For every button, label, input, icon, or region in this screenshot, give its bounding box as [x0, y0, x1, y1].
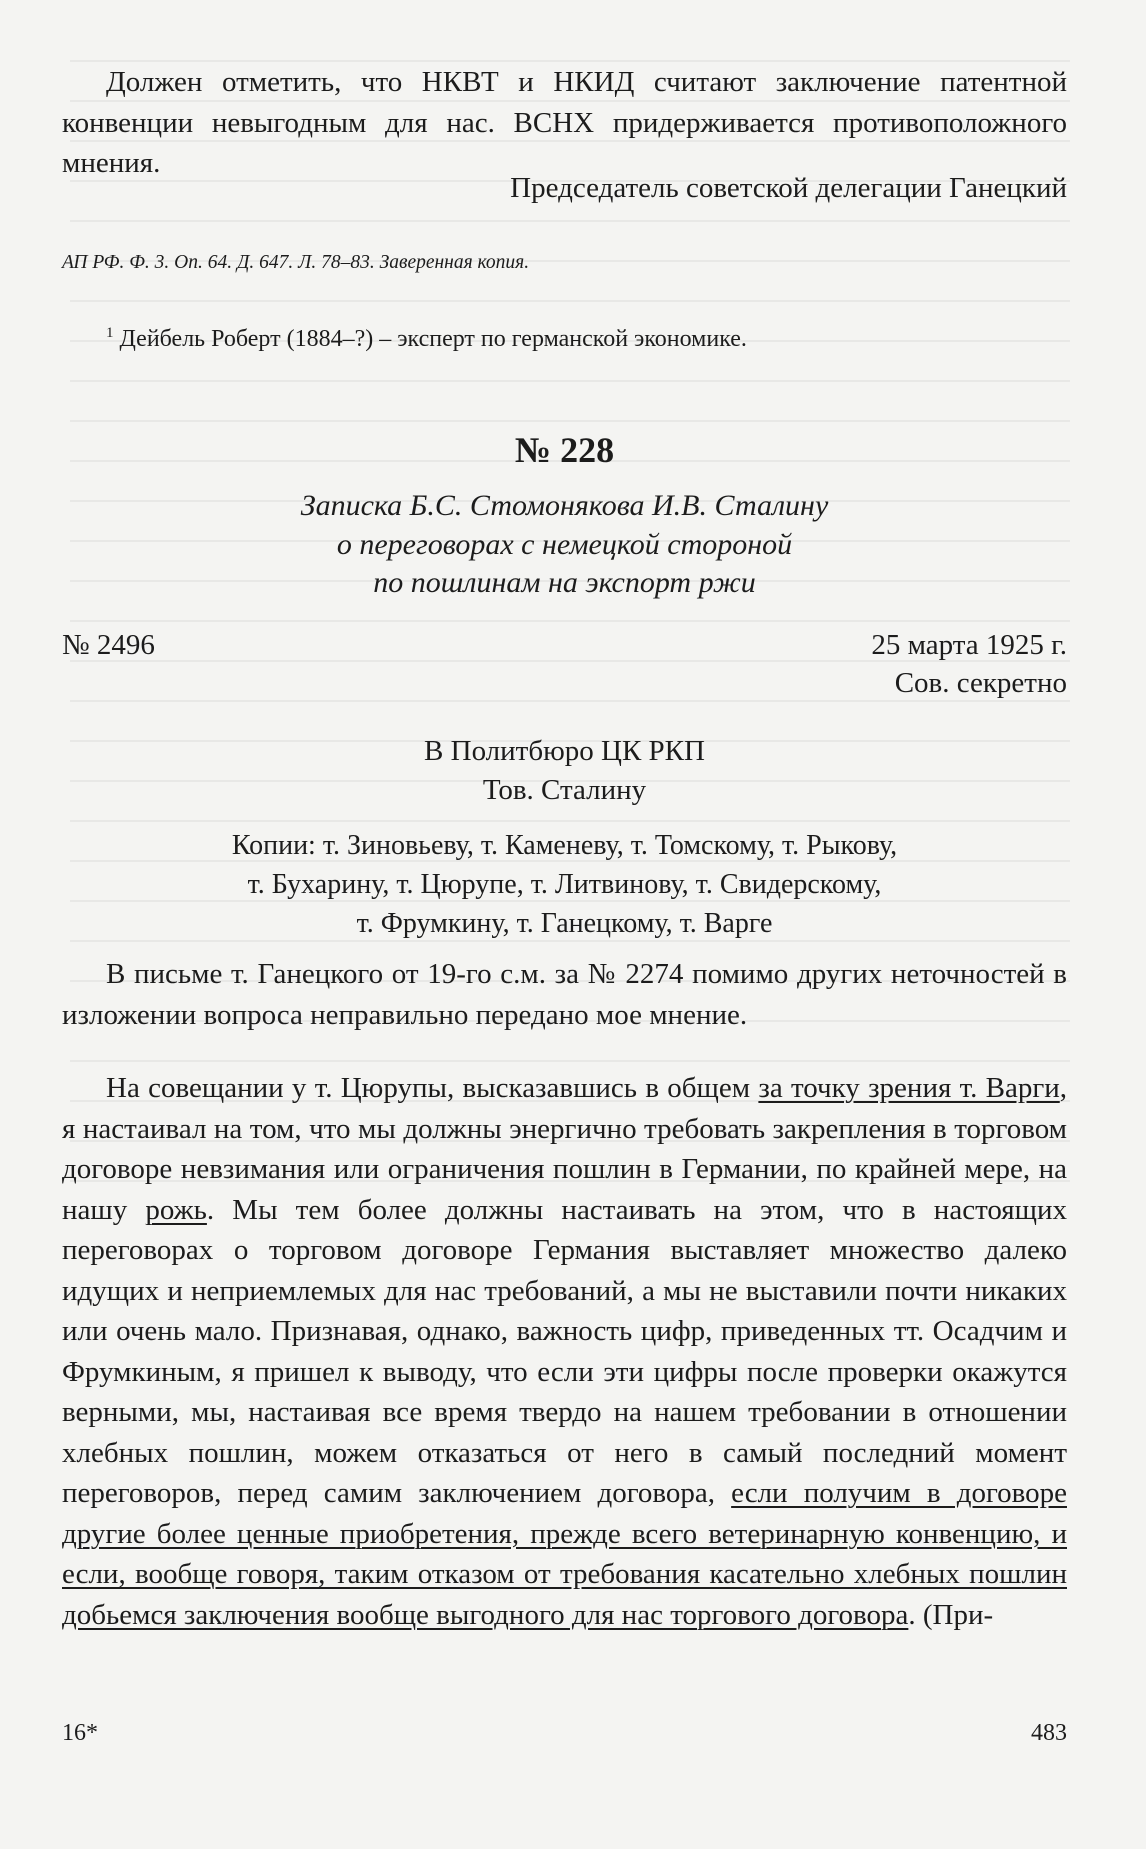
addressee-line-2: Тов. Сталину: [482, 774, 647, 806]
copies-list: [62, 826, 1067, 943]
footnote-text: Дейбель Роберт (1884–?) – эксперт по германской экономике.: [113, 326, 747, 352]
page-footer: [62, 1720, 1067, 1747]
signature-mark: 16*: [62, 1720, 98, 1746]
copies-line-3: т. Фрумкину, т. Ганецкому, т. Варге: [356, 908, 773, 939]
document-title-line-3: по пошлинам на экспорт ржи: [373, 566, 756, 599]
document-title-line-2: о переговорах с немецкой стороной: [336, 527, 793, 561]
paragraph-1: В письме т. Ганецкого от 19-го с.м. за № 2274 помимо других неточностей в изложении вопроса неправильно передано мое мнение.: [62, 958, 1067, 1031]
document-number: № 228: [514, 430, 615, 470]
registration-number: № 2496: [62, 629, 155, 661]
archive-reference: АП РФ. Ф. 3. Оп. 64. Д. 647. Л. 78–83. Заверенная копия.: [62, 252, 530, 273]
paragraph-2-underline-3: если получим в договоре другие более ценные приобретения, прежде всего ветеринарную конвенцию, и если, вообще говоря, таким отказом от требования касательно хлебных пошлин добьемся заключения вообще выгодного для нас торгового договора: [62, 1477, 1067, 1631]
reg-date-row: [62, 626, 1067, 664]
page-number: 483: [1031, 1720, 1067, 1746]
classification: Сов. секретно: [894, 667, 1067, 699]
copies-line-1: Копии: т. Зиновьеву, т. Каменеву, т. Томскому, т. Рыкову,: [231, 830, 898, 861]
intro-paragraph: Должен отметить, что НКВТ и НКИД считают заключение патентной конвенции невыгодным для нас. ВСНХ придерживается противоположного мнения.: [62, 66, 1067, 179]
paragraph-2-underline-1: за точку зрения т. Варги: [758, 1072, 1060, 1104]
addressee-line-1: В Политбюро ЦК РКП: [424, 735, 705, 767]
paragraph-2-block: [62, 1068, 1067, 1635]
footnote-mark: 1: [106, 325, 114, 341]
document-title: [62, 487, 1067, 603]
footnote: [62, 318, 1067, 354]
paragraph-2-part-3: . Мы тем более должны настаивать на этом, что в настоящих переговорах о торговом договоре Германия выставляет множество далеко идущих и неприемлемых для нас требований, а мы не выставили почти никаких или очень мало. Признавая, однако, важность цифр, приведенных тт. Осадчим и Фрумкиным, я пришел к выводу, что если эти цифры после проверки окажутся верными, мы, настаивая все время твердо на нашем требовании в отношении хлебных пошлин, можем отказаться от него в самый последний момент переговоров, перед самим заключением договора,: [62, 1193, 1067, 1509]
paragraph-1-block: [62, 954, 1067, 1035]
document-title-line-1: Записка Б.С. Стомонякова И.В. Сталину: [300, 489, 829, 522]
paragraph-2-part-4: . (При-: [908, 1598, 994, 1631]
paragraph-2: [62, 1068, 1067, 1635]
paragraph-2-part-2: , я настаивал на том, что мы должны энергично требовать закрепления в торговом договоре невзимания или ограничения пошлин в Германии, по крайней мере, на нашу: [62, 1072, 1067, 1226]
intro-paragraph-block: [62, 62, 1067, 184]
paragraph-2-part-1: На совещании у т. Цюрупы, высказавшись в общем: [106, 1072, 759, 1104]
paragraph-2-underline-2: рожь: [145, 1193, 207, 1226]
copies-line-2: т. Бухарину, т. Цюрупе, т. Литвинову, т. Свидерскому,: [247, 869, 882, 900]
signature: Председатель советской делегации Ганецкий: [510, 172, 1067, 204]
document-date: 25 марта 1925 г.: [871, 629, 1067, 661]
